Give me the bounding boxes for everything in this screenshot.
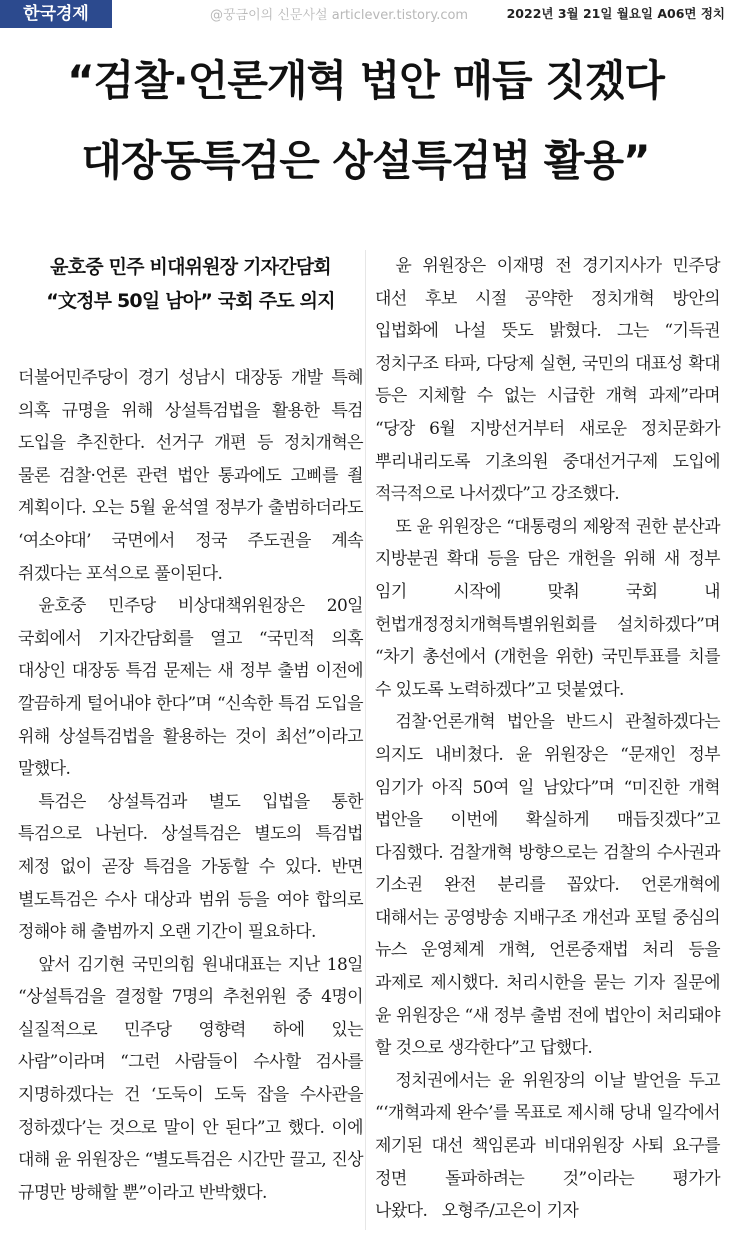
last-paragraph — [375, 1065, 720, 1228]
page-header — [0, 0, 731, 28]
article-column-right — [375, 250, 720, 1228]
headline-line-1: “검찰·언론개혁 법안 매듭 짓겠다 — [67, 56, 664, 105]
byline: 오형주/고은이 기자 — [441, 1201, 579, 1222]
subtitle — [18, 250, 363, 318]
paragraph: 앞서 김기현 국민의힘 원내대표는 지난 18일 “상설특검을 결정할 7명의 추천위원 중 4명이 실질적으로 민주당 영향력 하에 있는 사람”이라며 “그런 사람들이 수사할 검사를 지명하겠다는 건 ‘도둑이 도둑 잡을 수사관을 정하겠다’는 것으로 말이 안 된다”고 했다. 이에 대해 윤 위원장은 “별도특검은 시간만 끌고, 진상 규명만 방해할 뿐”이라고 반박했다. — [18, 954, 363, 1203]
paragraph-text: 정치권에서는 윤 위원장의 이날 발언을 두고 “‘개혁과제 완수’를 목표로 제시해 당내 일각에서 제기된 대선 책임론과 비대위원장 사퇴 요구를 정면 돌파하려는 것”이라는 평가가 나왔다. — [375, 1070, 720, 1222]
paragraph: 더불어민주당이 경기 성남시 대장동 개발 특혜 의혹 규명을 위해 상설특검법을 활용한 특검 도입을 추진한다. 선거구 개편 등 정치개혁은 물론 검찰·언론 관련 법안 통과에도 고삐를 죌 계획이다. 오는 5월 윤석열 정부가 출범하더라도 ‘여소야대’ 국면에서 정국 주도권을 계속 쥐겠다는 포석으로 풀이된다. — [18, 368, 363, 584]
paragraph: 특검은 상설특검과 별도 입법을 통한 특검으로 나뉜다. 상설특검은 별도의 특검법 제정 없이 곧장 특검을 가동할 수 있다. 반면 별도특검은 수사 대상과 범위 등을 여야 합의로 정해야 해 출범까지 오랜 기간이 필요하다. — [18, 791, 363, 943]
paragraph: 또 윤 위원장은 “대통령의 제왕적 권한 분산과 지방분권 확대 등을 담은 개헌을 위해 새 정부 임기 시작에 맞춰 국회 내 헌법개정정치개혁특별위원회를 설치하겠다”며 “차기 총선에서 (개헌을 위한) 국민투표를 치를 수 있도록 노력하겠다”고 덧붙였다. — [375, 516, 720, 700]
subtitle-line-2: “文정부 50일 남아” 국회 주도 의지 — [46, 290, 335, 312]
paragraph: 검찰·언론개혁 법안을 반드시 관철하겠다는 의지도 내비쳤다. 윤 위원장은 “문재인 정부 임기가 아직 50여 일 남았다”며 “미진한 개혁 법안을 이번에 확실하게 매듭짓겠다”고 다짐했다. 검찰개혁 방향으로는 검찰의 수사권과 기소권 완전 분리를 꼽았다. 언론개혁에 대해서는 공영방송 지배구조 개선과 포털 중심의 뉴스 운영체계 개혁, 언론중재법 처리 등을 과제로 제시했다. 처리시한을 묻는 기자 질문에 윤 위원장은 “새 정부 출범 전에 법안이 처리돼야 할 것으로 생각한다”고 답했다. — [375, 712, 720, 1059]
subtitle-line-1: 윤호중 민주 비대위원장 기자간담회 — [50, 256, 331, 278]
article-column-left — [18, 250, 363, 1209]
headline-line-2: 대장동특검은 상설특검법 활용” — [81, 136, 650, 185]
paragraph: 윤호중 민주당 비상대책위원장은 20일 국회에서 기자간담회를 열고 “국민적 의혹 대상인 대장동 특검 문제는 새 정부 출범 이전에 깔끔하게 털어내야 한다”며 “신속한 특검 도입을 위해 상설특검법을 활용하는 것이 최선”이라고 말했다. — [18, 596, 363, 780]
dateline: 2022년 3월 21일 월요일 A06면 정치 — [506, 6, 725, 21]
newspaper-logo: 한국경제 — [0, 0, 112, 28]
blog-watermark: @꿍금이의 신문사설 articlever.tistory.com — [210, 8, 469, 23]
column-divider — [365, 250, 366, 1230]
paragraph: 윤 위원장은 이재명 전 경기지사가 민주당 대선 후보 시절 공약한 정치개혁 방안의 입법화에 나설 뜻도 밝혔다. 그는 “기득권 정치구조 타파, 다당제 실현, 국민의 대표성 확대 등은 지체할 수 없는 시급한 개혁 과제”라며 “당장 6월 지방선거부터 새로운 정치문화가 뿌리내리도록 기초의원 중대선거구제 도입에 적극적으로 나서겠다”고 강조했다. — [375, 256, 720, 505]
